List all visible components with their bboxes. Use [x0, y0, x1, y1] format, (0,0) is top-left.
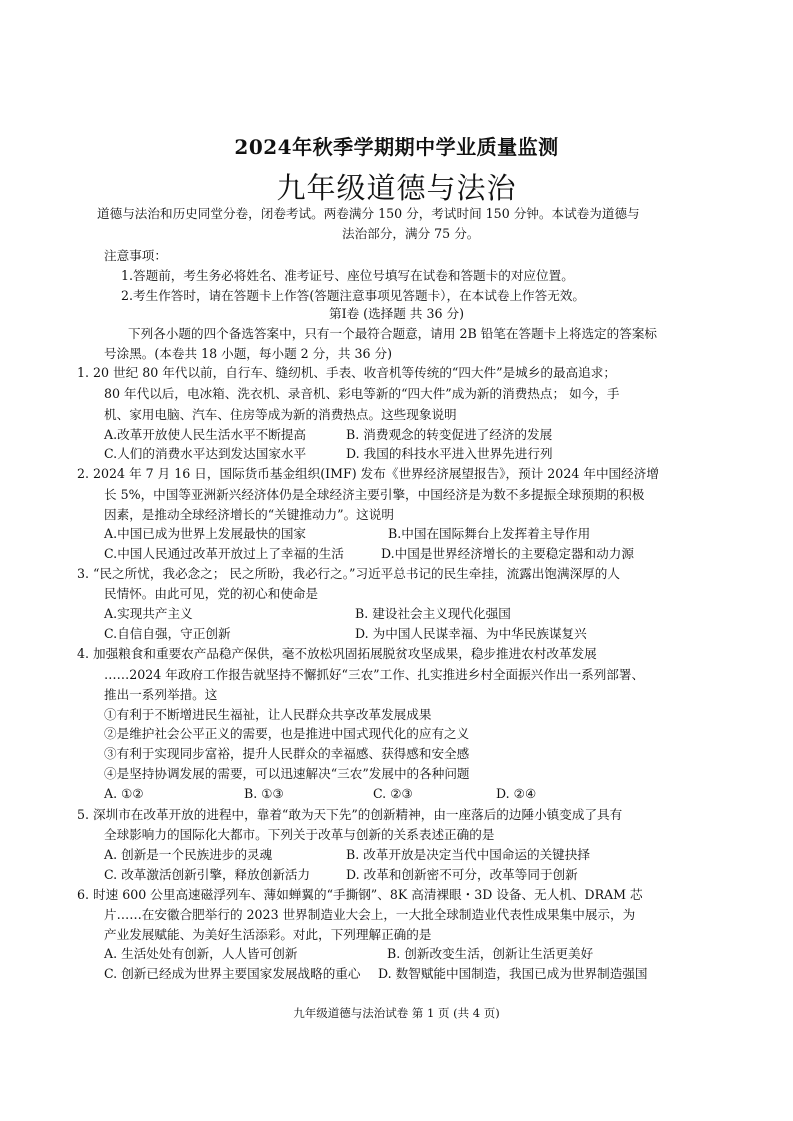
page-footer: 九年级道德与法治试卷 第 1 页 (共 4 页) — [293, 1006, 500, 1020]
question-2-stem: 长 5%，中国等亚洲新兴经济体仍是全球经济主要引擎，中国经济是为数不多提振全球预期的积极 — [104, 487, 645, 502]
question-3-stem: 3. “民之所忧，我必念之； 民之所盼，我必行之。”习近平总书记的民生牵挂，流露出饱满深厚的人 — [77, 566, 620, 581]
question-5-stem: 5. 深圳市在改革开放的进程中，靠着“敢为天下先”的创新精神，由一座落后的边陲小镇变成了具有 — [77, 807, 623, 822]
question-1-stem: 1. 20 世纪 80 年代以前，自行车、缝纫机、手表、收音机等传统的“四大件”是城乡的最高追求； — [77, 365, 616, 380]
intro-line: 道德与法治和历史同堂分卷，闭卷考试。两卷满分 150 分，考试时间 150 分钟。本试卷为道德与 — [97, 206, 640, 221]
question-3-option-b: B. 建设社会主义现代化强国 — [355, 606, 511, 621]
question-3-option-d: D. 为中国人民谋幸福、为中华民族谋复兴 — [355, 626, 587, 641]
question-4-option-b: B. ①③ — [244, 786, 284, 801]
question-4-statement: ②是维护社会公平正义的需要，也是推进中国式现代化的应有之义 — [104, 726, 470, 741]
question-6-option-c: C. 创新已经成为世界主要国家发展战略的重心 — [104, 966, 361, 981]
question-1-option-a: A.改革开放使人民生活水平不断提高 — [104, 427, 307, 442]
question-2-option-c: C.中国人民通过改革开放过上了幸福的生活 — [104, 546, 344, 561]
question-6-option-a: A. 生活处处有创新，人人皆可创新 — [104, 946, 298, 961]
part-heading: 第Ⅰ卷 (选择题 共 36 分) — [329, 306, 464, 321]
question-1-option-c: C.人们的消费水平达到发达国家水平 — [104, 446, 307, 461]
question-6-option-b: B. 创新改变生活，创新让生活更美好 — [387, 946, 594, 961]
question-6-option-d: D. 数智赋能中国制造，我国已成为世界制造强国 — [378, 966, 648, 981]
question-1-stem: 80 年代以后，电冰箱、洗衣机、录音机、彩电等新的“四大件”成为新的消费热点； 如今，手 — [104, 386, 620, 401]
question-4-option-a: A. ①② — [104, 786, 144, 801]
question-4-stem: 推出一系列举措。这 — [104, 687, 218, 702]
question-5-option-b: B. 改革开放是决定当代中国命运的关键抉择 — [346, 847, 590, 862]
question-4-statement: ④是坚持协调发展的需要，可以迅速解决“三农”发展中的各种问题 — [104, 766, 470, 781]
question-4-statement: ③有利于实现同步富裕，提升人民群众的幸福感、获得感和安全感 — [104, 746, 470, 761]
question-2-option-b: B.中国在国际舞台上发挥着主导作用 — [388, 526, 591, 541]
question-5-option-c: C. 改革激活创新引擎，释放创新活力 — [104, 867, 311, 882]
part-instructions: 下列各小题的四个备选答案中，只有一个最符合题意，请用 2B 铅笔在答题卡上将选定的答案标 — [128, 326, 658, 341]
question-1-stem: 机、家用电脑、汽车、住房等成为新的消费热点。这些现象说明 — [104, 407, 457, 422]
intro-line: 法治部分，满分 75 分。 — [342, 226, 480, 241]
question-4-statement: ①有利于不断增进民生福祉，让人民群众共享改革发展成果 — [104, 707, 432, 722]
notice-item: 1.答题前，考生务必将姓名、准考证号、座位号填写在试卷和答题卡的对应位置。 — [121, 268, 574, 283]
notice-item: 2.考生作答时，请在答题卡上作答(答题注意事项见答题卡），在本试卷上作答无效。 — [121, 288, 586, 303]
question-3-stem: 民情怀。由此可见，党的初心和使命是 — [104, 586, 319, 601]
exam-title: 2024年秋季学期期中学业质量监测 — [234, 135, 559, 159]
question-6-stem: 片……在安徽合肥举行的 2023 世界制造业大会上，一大批全球制造业代表性成果集中展示，为 — [104, 907, 636, 922]
question-1-option-d: D. 我国的科技水平进入世界先进行列 — [346, 446, 553, 461]
question-4-option-d: D. ②④ — [496, 786, 537, 801]
question-5-stem: 全球影响力的国际化大都市。下列关于改革与创新的关系表述正确的是 — [104, 827, 495, 842]
question-5-option-d: D. 改革和创新密不可分，改革等同于创新 — [346, 867, 578, 882]
question-4-option-c: C. ②③ — [373, 786, 413, 801]
question-2-stem: 因素，是推动全球经济增长的“关键推动力”。这说明 — [104, 507, 394, 522]
exam-subject: 九年级道德与法治 — [276, 171, 517, 205]
question-2-stem: 2. 2024 年 7 月 16 日，国际货币基金组织(IMF) 发布《世界经济展望报告》，预计 2024 年中国经济增 — [77, 466, 659, 481]
part-instructions: 号涂黑。(本卷共 18 小题，每小题 2 分，共 36 分) — [104, 346, 393, 361]
question-5-option-a: A. 创新是一个民族进步的灵魂 — [104, 847, 273, 862]
notice-heading: 注意事项： — [104, 248, 167, 263]
question-6-stem: 6. 时速 600 公里高速磁浮列车、薄如蝉翼的“手撕钢”、8K 高清裸眼・3D 设备、无人机、DRAM 芯 — [77, 887, 643, 902]
question-3-option-a: A.实现共产主义 — [104, 606, 193, 621]
question-1-option-b: B. 消费观念的转变促进了经济的发展 — [346, 427, 553, 442]
question-2-option-d: D.中国是世界经济增长的主要稳定器和动力源 — [381, 546, 634, 561]
question-6-stem: 产业发展赋能、为美好生活添彩。对此，下列理解正确的是 — [104, 927, 432, 942]
question-4-stem: 4. 加强粮食和重要农产品稳产保供，毫不放松巩固拓展脱贫攻坚成果，稳步推进农村改革发展 — [77, 646, 597, 661]
question-2-option-a: A.中国已成为世界上发展最快的国家 — [104, 526, 307, 541]
question-3-option-c: C.自信自强，守正创新 — [104, 626, 231, 641]
question-4-stem: ……2024 年政府工作报告就坚持不懈抓好“三农”工作、扎实推进乡村全面振兴作出一系列部署、 — [104, 667, 645, 682]
